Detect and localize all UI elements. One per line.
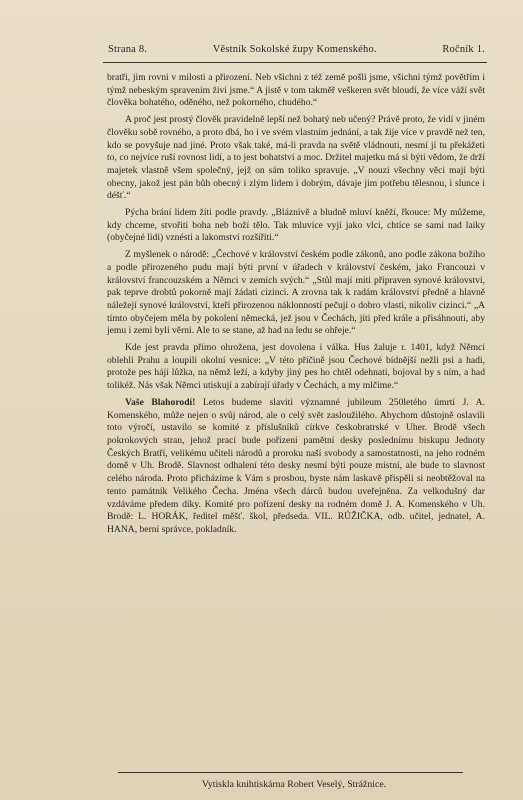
journal-title: Věstník Sokolské župy Komenského.: [212, 44, 377, 55]
header-divider: [103, 62, 487, 63]
volume-number: Ročník 1.: [442, 44, 485, 55]
paragraph-3: Pýcha brání lidem žíti podle pravdy. „Bláznivě a bludně mluví kněží, řkouce: My můžeme, kdy chceme, stvořiti boha neb boží tělo. Tak mluvíce vyjí jako vlci, chtíce se sami nad laiky (obyčejné lidi) vznésti a lakomství rozšířiti.“: [107, 207, 485, 244]
paragraph-1: bratři, jim rovni v milosti a přirození. Neb všichni z též země pošli jsme, všichni týmž povětřím i týmž nebeským spravením živi jsme.“ A jistě v tom takměř veškeren svět bloudí, že více váží svět člověka bohatého, oděného, než pokorného, chudého.“: [107, 72, 485, 109]
page-number: Strana 8.: [108, 44, 148, 55]
paragraph-2: A proč jest prostý člověk pravidelně lepší než bohatý neb učený? Právě proto, že vidí v jiném člověku sobě rovného, a proto dbá, ho i ve svém vlastním jednání, a tak žije více v pravdě než ten, kdo se povyšuje nad jiné. Proto však také, má-li pravda na světě vládnouti, nesmí jí tu překážeti to, co nejvíce ruší rovnost lidí, a to jest bohatství a moc. Držitel majetku má si býti vědom, že drží majetek vlastně všem společný, jejž on sám toliko spravuje. „V nouzi všechny věci mají býti obecny, jakož jest pán bůh obecný i zlým lidem i dobrým, dávaje jim potřebu tělesnou, i slunce i déšť.“: [107, 114, 485, 202]
printer-imprint: Vytiskla knihtiskárna Robert Veselý, Strážnice.: [201, 779, 387, 790]
article-body: [107, 72, 485, 541]
paragraph-5: Kde jest pravda přímo ohrožena, jest dovolena i válka. Hus žaluje r. 1401, když Němci oblehli Prahu a loupili okolní vesnice: „V této příčině jsou Čechové bídnější nežli psi a hadi, protože pes hájí lůžka, na němž leží, a kdyby jiný pes ho chtěl odehnati, bojoval by s ním, a had tolikéž. Nás však Němci utiskují a zabírají úřady v Čechách, a my mlčíme.“: [107, 342, 485, 392]
paragraph-6: Vaše Blahorodí! Letos budeme slaviti významné jubileum 250letého úmrtí J. A. Komenského, může nejen o svůj národ, ale o celý svět zasloužilého. Abychom důstojně oslavili toto výročí, ustavilo se komité z příslušníků církve českobratrské v Uher. Brodě všech pokrokových stran, jehož prací bude pořízení pamětní desky poslednímu biskupu Jednoty Českých Bratří, velikému učiteli národů a proroku naší svobody a samostatnosti, na jeho rodném domě v Uh. Brodě. Slavnost odhalení této desky nesmí býti pouze místní, ale bude to slavnost celého národa. Proto přicházíme k Vám s prosbou, byste nám laskavě přispěli si neobtěžoval na tento památník Velikého Čecha. Jména všech dárců budou uveřejněna. Za velkodušný dar vzdáváme předem díky. Komité pro pořízení desky na rodném domě J. A. Komenského v Uh. Brodě: L. HORÁK, ředitel měšť. škol, předseda. VIL. RŮŽIČKA, odb. učitel, jednatel, A. HANA, berní správce, pokladník.: [107, 396, 485, 535]
paragraph-4: Z myšlenek o národě: „Čechové v království českém podle zákonů, ano podle zákona božího a podle přirozeného pudu mají býti první v úřadech v království českém, jako Francouzi v království francouzském a Němci v zemích svých.“ „Stůl mají míti připraven synové království, pak teprve drobtů pokorně mají žádati cizinci. A zrovna tak k radám království předně a hlavně náležejí synové království, kteří přirozenou náklonností pečují o dobro vlasti, nikoliv cizinci.“ „A tímto obyčejem měla by pokolení německá, jež jsou v Čechách, jíti před krále a přisáhnouti, aby jemu i zemi byli věrni. Ale to se stane, až had na ledu se ohřeje.“: [107, 249, 485, 337]
salutation: Vaše Blahorodí!: [125, 396, 196, 408]
page-header: [108, 44, 485, 55]
footer-divider: [118, 772, 463, 773]
